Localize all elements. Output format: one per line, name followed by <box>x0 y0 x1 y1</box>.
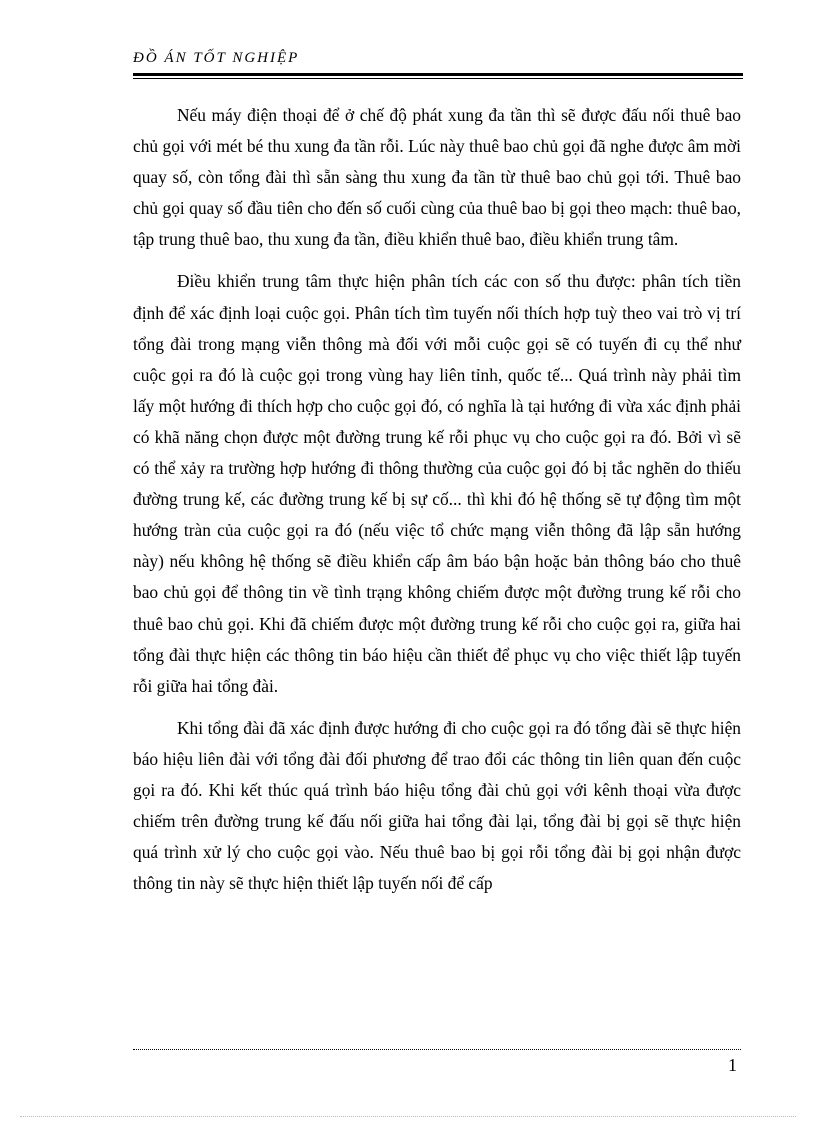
header-rule-thick <box>133 73 743 76</box>
document-body <box>133 100 741 899</box>
document-header-title: ĐỒ ÁN TỐT NGHIỆP <box>133 50 300 66</box>
header-rule-thin <box>133 78 743 79</box>
footer-rule <box>133 1049 741 1050</box>
paragraph: Khi tổng đài đã xác định được hướng đi cho cuộc gọi ra đó tổng đài sẽ thực hiện báo hiệu liên đài với tổng đài đối phương để trao đổi các thông tin liên quan đến cuộc gọi ra đó. Khi kết thúc quá trình báo hiệu tổng đài chủ gọi với kênh thoại vừa được chiếm trên đường trung kế đấu nối giữa hai tổng đài lại, tổng đài bị gọi sẽ thực hiện quá trình xử lý cho cuộc gọi vào. Nếu thuê bao bị gọi rỗi tổng đài bị gọi nhận được thông tin này sẽ thực hiện thiết lập tuyến nối để cấp <box>133 717 741 894</box>
page-number: 1 <box>728 1055 737 1075</box>
paragraph: Điều khiển trung tâm thực hiện phân tích các con số thu được: phân tích tiền định để xác định loại cuộc gọi. Phân tích tìm tuyến nối thích hợp tuỳ theo vai trò vị trí tổng đài trong mạng viễn thông mà đối với mỗi cuộc gọi sẽ có tuyến đi cụ thể như cuộc gọi ra đó là cuộc gọi trong vùng hay liên tỉnh, quốc tế... Quá trình này phải tìm lấy một hướng đi thích hợp cho cuộc gọi đó, có nghĩa là tại hướng đi vừa xác định phải có khã năng chọn được một đường trung kế rỗi phục vụ cho cuộc gọi ra đó. Bởi vì sẽ có thể xảy ra trường hợp hướng đi thông thường của cuộc gọi đó bị tắc nghẽn do thiếu đường trung kế, các đường trung kế bị sự cố... thì khi đó hệ thống sẽ tự động tìm một hướng tràn của cuộc gọi ra đó (nếu việc tổ chức mạng viễn thông đã lập sẵn hướng này) nếu không hệ thống sẽ điều khiển cấp âm báo bận hoặc bản thông báo cho thuê bao chủ gọi để thông tin về tình trạng không chiếm được một đường trung kế rỗi cho thuê bao chủ gọi. Khi đã chiếm được một đường trung kế rỗi cho cuộc gọi ra, giữa hai tổng đài thực hiện các thông tin báo hiệu cần thiết để phục vụ cho việc thiết lập tuyến rỗi giữa hai tổng đài. <box>133 271 741 696</box>
page-bottom-border <box>20 1116 796 1117</box>
paragraph: Nếu máy điện thoại để ở chế độ phát xung đa tần thì sẽ được đấu nối thuê bao chủ gọi với mét bé thu xung đa tần rỗi. Lúc này thuê bao chủ gọi đã nghe được âm mời quay số, còn tổng đài thì sẵn sàng thu xung đa tần từ thuê bao chủ gọi tới. Thuê bao chủ gọi quay số đầu tiên cho đến số cuối cùng của thuê bao bị gọi theo mạch: thuê bao, tập trung thuê bao, thu xung đa tần, điều khiển thuê bao, điều khiển trung tâm. <box>133 105 741 250</box>
